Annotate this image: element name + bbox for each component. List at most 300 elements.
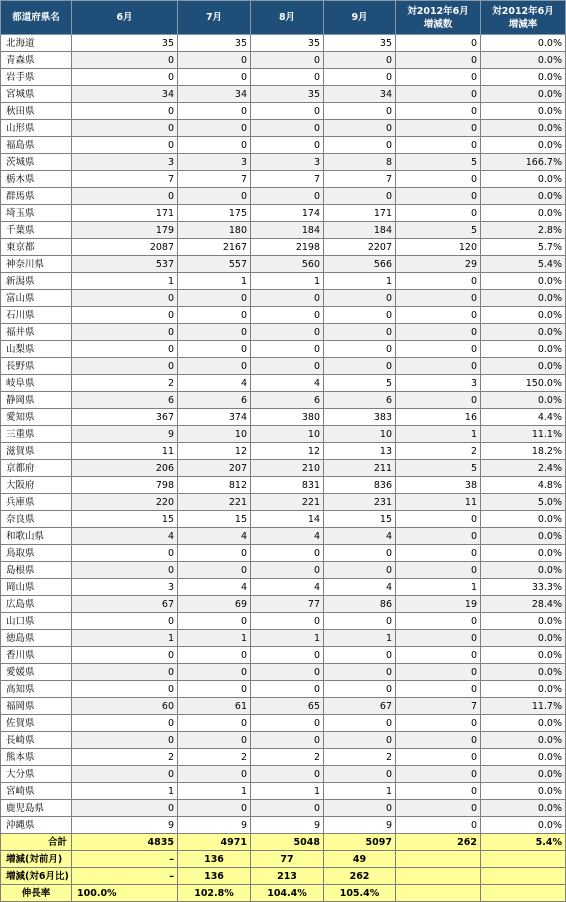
table-cell: 0 (72, 52, 178, 69)
table-cell: 0 (72, 188, 178, 205)
table-cell: 0 (396, 307, 481, 324)
table-cell: 0 (72, 664, 178, 681)
table-cell: 0 (396, 358, 481, 375)
table-cell: 0.0% (481, 817, 566, 834)
table-cell: 0 (324, 324, 396, 341)
table-cell: 0 (251, 120, 324, 137)
table-cell: 0 (396, 715, 481, 732)
table-cell: 2167 (178, 239, 251, 256)
table-row (1, 205, 566, 222)
table-row (1, 239, 566, 256)
table-cell: 0 (396, 783, 481, 800)
table-cell: 0.0% (481, 392, 566, 409)
table-cell: 35 (178, 35, 251, 52)
table-row (1, 783, 566, 800)
table-cell: 0 (72, 69, 178, 86)
table-cell: 0 (324, 766, 396, 783)
table-cell: 1 (251, 630, 324, 647)
table-cell: 7 (72, 171, 178, 188)
table-cell: 0 (324, 341, 396, 358)
table-cell: 0 (251, 681, 324, 698)
table-cell: 4 (251, 528, 324, 545)
table-row (1, 290, 566, 307)
table-cell: 0 (324, 307, 396, 324)
table-cell: 0 (396, 800, 481, 817)
table-cell: 5 (396, 460, 481, 477)
table-cell: 831 (251, 477, 324, 494)
table-cell: 0 (396, 171, 481, 188)
table-row (1, 52, 566, 69)
table-cell: 0 (72, 358, 178, 375)
growth-july: 102.8% (178, 885, 251, 902)
table-cell: 0 (72, 545, 178, 562)
table-cell: 1 (396, 579, 481, 596)
prefecture-name: 香川県 (1, 647, 72, 664)
prefecture-name: 沖縄県 (1, 817, 72, 834)
table-cell: 0 (178, 188, 251, 205)
table-cell: 380 (251, 409, 324, 426)
table-cell: 0 (72, 800, 178, 817)
table-cell: 0.0% (481, 647, 566, 664)
prefecture-name: 石川県 (1, 307, 72, 324)
table-cell: 0.0% (481, 307, 566, 324)
table-cell: 0 (251, 358, 324, 375)
table-cell: 537 (72, 256, 178, 273)
table-cell: 86 (324, 596, 396, 613)
vsjune-label: 増減(対6月比) (1, 868, 72, 885)
table-cell: 0 (72, 341, 178, 358)
table-cell: 3 (72, 154, 178, 171)
table-cell: 38 (396, 477, 481, 494)
table-cell: 0.0% (481, 52, 566, 69)
prefecture-name: 長野県 (1, 358, 72, 375)
table-cell: 0 (251, 103, 324, 120)
table-cell: 0.0% (481, 341, 566, 358)
table-cell: 6 (324, 392, 396, 409)
table-cell: 0 (396, 324, 481, 341)
table-row (1, 698, 566, 715)
table-cell: 35 (324, 35, 396, 52)
table-cell: 0 (251, 324, 324, 341)
table-cell: 0 (324, 358, 396, 375)
table-cell: 0 (324, 681, 396, 698)
prefecture-name: 福井県 (1, 324, 72, 341)
prefecture-name: 富山県 (1, 290, 72, 307)
table-cell: 175 (178, 205, 251, 222)
prefecture-name: 千葉県 (1, 222, 72, 239)
prefecture-name: 新潟県 (1, 273, 72, 290)
prefecture-name: 山梨県 (1, 341, 72, 358)
table-cell: 0 (324, 103, 396, 120)
header-july: 7月 (178, 1, 251, 35)
table-cell: 0 (396, 69, 481, 86)
table-body (1, 35, 566, 834)
table-cell: 0 (178, 732, 251, 749)
table-cell: 180 (178, 222, 251, 239)
table-cell: 2207 (324, 239, 396, 256)
table-row (1, 358, 566, 375)
growth-empty-2 (481, 885, 566, 902)
table-cell: 0 (178, 664, 251, 681)
prefecture-name: 岡山県 (1, 579, 72, 596)
prefecture-name: 長崎県 (1, 732, 72, 749)
table-cell: 5.7% (481, 239, 566, 256)
table-cell: 0 (396, 681, 481, 698)
total-june: 4835 (72, 834, 178, 851)
table-cell: 0 (251, 647, 324, 664)
table-cell: 0 (178, 103, 251, 120)
table-cell: 0 (396, 103, 481, 120)
table-cell: 0.0% (481, 69, 566, 86)
growth-june: 100.0% (72, 885, 178, 902)
table-cell: 0 (396, 392, 481, 409)
mom-july: 136 (178, 851, 251, 868)
table-row (1, 460, 566, 477)
table-cell: 1 (324, 783, 396, 800)
table-cell: 179 (72, 222, 178, 239)
prefecture-name: 広島県 (1, 596, 72, 613)
table-cell: 0 (251, 613, 324, 630)
table-row (1, 222, 566, 239)
table-cell: 0 (396, 35, 481, 52)
table-cell: 0 (72, 120, 178, 137)
table-cell: 4 (178, 579, 251, 596)
table-cell: 0 (396, 205, 481, 222)
table-cell: 0.0% (481, 681, 566, 698)
vsjune-row (1, 868, 566, 885)
table-cell: 4 (72, 528, 178, 545)
vsjune-september: 262 (324, 868, 396, 885)
table-cell: 10 (178, 426, 251, 443)
table-cell: 0 (251, 800, 324, 817)
table-cell: 0 (396, 647, 481, 664)
table-cell: 0 (178, 647, 251, 664)
table-cell: 2 (72, 375, 178, 392)
prefecture-name: 佐賀県 (1, 715, 72, 732)
table-cell: 15 (72, 511, 178, 528)
table-cell: 60 (72, 698, 178, 715)
table-cell: 0 (396, 613, 481, 630)
table-cell: 0 (72, 766, 178, 783)
header-june: 6月 (72, 1, 178, 35)
table-cell: 0.0% (481, 120, 566, 137)
table-cell: 210 (251, 460, 324, 477)
table-cell: 3 (396, 375, 481, 392)
table-cell: 0 (251, 137, 324, 154)
table-cell: 0 (178, 307, 251, 324)
table-cell: 0.0% (481, 273, 566, 290)
table-cell: 0 (396, 86, 481, 103)
table-cell: 0 (324, 137, 396, 154)
prefecture-name: 宮崎県 (1, 783, 72, 800)
vsjune-july: 136 (178, 868, 251, 885)
table-cell: 0.0% (481, 188, 566, 205)
prefecture-name: 神奈川県 (1, 256, 72, 273)
table-cell: 4 (324, 579, 396, 596)
mom-empty-1 (396, 851, 481, 868)
table-cell: 0 (72, 137, 178, 154)
table-row (1, 681, 566, 698)
table-cell: 9 (72, 817, 178, 834)
table-cell: 19 (396, 596, 481, 613)
mom-june: – (72, 851, 178, 868)
prefecture-name: 鳥取県 (1, 545, 72, 562)
table-cell: 12 (251, 443, 324, 460)
table-cell: 0.0% (481, 86, 566, 103)
table-cell: 184 (324, 222, 396, 239)
table-cell: 0 (178, 715, 251, 732)
table-row (1, 392, 566, 409)
table-cell: 0 (178, 766, 251, 783)
table-cell: 0 (72, 290, 178, 307)
table-cell: 77 (251, 596, 324, 613)
table-cell: 61 (178, 698, 251, 715)
table-row (1, 732, 566, 749)
table-cell: 3 (178, 154, 251, 171)
table-cell: 0 (324, 188, 396, 205)
table-cell: 798 (72, 477, 178, 494)
table-cell: 1 (324, 630, 396, 647)
table-cell: 18.2% (481, 443, 566, 460)
table-cell: 10 (324, 426, 396, 443)
table-row (1, 103, 566, 120)
header-change-count: 対2012年6月 増減数 (396, 1, 481, 35)
mom-label: 増減(対前月) (1, 851, 72, 868)
table-row (1, 715, 566, 732)
prefecture-name: 鹿児島県 (1, 800, 72, 817)
table-cell: 0 (251, 664, 324, 681)
table-row (1, 69, 566, 86)
table-cell: 566 (324, 256, 396, 273)
table-row (1, 579, 566, 596)
table-cell: 0 (178, 800, 251, 817)
table-cell: 67 (324, 698, 396, 715)
table-cell: 836 (324, 477, 396, 494)
table-row (1, 324, 566, 341)
growth-empty-1 (396, 885, 481, 902)
table-cell: 0 (396, 273, 481, 290)
prefecture-name: 岩手県 (1, 69, 72, 86)
table-cell: 0 (396, 766, 481, 783)
table-cell: 4 (251, 579, 324, 596)
total-label: 合計 (1, 834, 72, 851)
mom-august: 77 (251, 851, 324, 868)
table-row (1, 171, 566, 188)
table-cell: 0.0% (481, 715, 566, 732)
table-cell: 11.1% (481, 426, 566, 443)
table-cell: 0.0% (481, 783, 566, 800)
mom-row (1, 851, 566, 868)
table-cell: 0 (396, 545, 481, 562)
table-cell: 9 (178, 817, 251, 834)
table-cell: 1 (178, 630, 251, 647)
prefecture-name: 和歌山県 (1, 528, 72, 545)
table-cell: 11 (396, 494, 481, 511)
prefecture-name: 埼玉県 (1, 205, 72, 222)
table-cell: 166.7% (481, 154, 566, 171)
table-cell: 812 (178, 477, 251, 494)
growth-august: 104.4% (251, 885, 324, 902)
table-cell: 0 (396, 511, 481, 528)
table-cell: 0 (251, 188, 324, 205)
table-cell: 0 (178, 290, 251, 307)
table-cell: 35 (251, 86, 324, 103)
prefecture-name: 奈良県 (1, 511, 72, 528)
table-cell: 29 (396, 256, 481, 273)
table-cell: 0 (178, 69, 251, 86)
table-cell: 0 (72, 715, 178, 732)
table-row (1, 528, 566, 545)
prefecture-name: 愛媛県 (1, 664, 72, 681)
table-cell: 0 (324, 69, 396, 86)
table-cell: 1 (251, 273, 324, 290)
table-cell: 0.0% (481, 749, 566, 766)
table-cell: 221 (251, 494, 324, 511)
table-row (1, 766, 566, 783)
table-cell: 2198 (251, 239, 324, 256)
table-cell: 0 (251, 69, 324, 86)
table-row (1, 494, 566, 511)
table-cell: 557 (178, 256, 251, 273)
table-cell: 0 (324, 664, 396, 681)
table-row (1, 596, 566, 613)
table-cell: 35 (72, 35, 178, 52)
table-cell: 374 (178, 409, 251, 426)
total-row (1, 834, 566, 851)
table-cell: 2 (178, 749, 251, 766)
table-row (1, 647, 566, 664)
table-cell: 0.0% (481, 800, 566, 817)
table-cell: 0.0% (481, 358, 566, 375)
header-august: 8月 (251, 1, 324, 35)
table-cell: 9 (324, 817, 396, 834)
table-cell: 0.0% (481, 35, 566, 52)
table-row (1, 35, 566, 52)
table-cell: 367 (72, 409, 178, 426)
table-cell: 34 (72, 86, 178, 103)
table-row (1, 511, 566, 528)
table-cell: 184 (251, 222, 324, 239)
table-cell: 383 (324, 409, 396, 426)
total-change-count: 262 (396, 834, 481, 851)
growth-september: 105.4% (324, 885, 396, 902)
table-cell: 33.3% (481, 579, 566, 596)
table-cell: 0 (396, 52, 481, 69)
table-cell: 35 (251, 35, 324, 52)
prefecture-name: 静岡県 (1, 392, 72, 409)
table-cell: 9 (72, 426, 178, 443)
table-cell: 207 (178, 460, 251, 477)
table-cell: 0 (324, 545, 396, 562)
header-row (1, 1, 566, 35)
table-cell: 0 (324, 800, 396, 817)
table-cell: 1 (251, 783, 324, 800)
table-cell: 3 (72, 579, 178, 596)
table-cell: 0 (396, 137, 481, 154)
table-row (1, 273, 566, 290)
mom-empty-2 (481, 851, 566, 868)
table-cell: 0 (72, 562, 178, 579)
table-cell: 6 (178, 392, 251, 409)
table-cell: 9 (251, 817, 324, 834)
table-cell: 34 (178, 86, 251, 103)
table-cell: 211 (324, 460, 396, 477)
table-cell: 150.0% (481, 375, 566, 392)
table-cell: 1 (72, 783, 178, 800)
table-cell: 5.0% (481, 494, 566, 511)
table-cell: 0 (396, 188, 481, 205)
table-cell: 0 (396, 664, 481, 681)
table-cell: 4 (324, 528, 396, 545)
table-row (1, 256, 566, 273)
total-september: 5097 (324, 834, 396, 851)
table-cell: 0 (324, 562, 396, 579)
table-cell: 14 (251, 511, 324, 528)
table-cell: 10 (251, 426, 324, 443)
prefecture-name: 徳島県 (1, 630, 72, 647)
table-cell: 0 (324, 715, 396, 732)
table-row (1, 613, 566, 630)
table-cell: 2 (396, 443, 481, 460)
prefecture-name: 滋賀県 (1, 443, 72, 460)
table-row (1, 188, 566, 205)
table-row (1, 443, 566, 460)
table-cell: 0 (178, 613, 251, 630)
prefecture-name: 大阪府 (1, 477, 72, 494)
table-cell: 2 (324, 749, 396, 766)
prefecture-name: 東京都 (1, 239, 72, 256)
table-cell: 0 (324, 732, 396, 749)
table-row (1, 562, 566, 579)
table-cell: 231 (324, 494, 396, 511)
table-cell: 5 (324, 375, 396, 392)
table-cell: 0 (251, 52, 324, 69)
table-cell: 2 (251, 749, 324, 766)
vsjune-june: – (72, 868, 178, 885)
table-row (1, 375, 566, 392)
table-cell: 15 (178, 511, 251, 528)
table-cell: 560 (251, 256, 324, 273)
table-cell: 12 (178, 443, 251, 460)
table-cell: 221 (178, 494, 251, 511)
table-row (1, 630, 566, 647)
table-cell: 0.0% (481, 766, 566, 783)
table-cell: 0 (178, 52, 251, 69)
header-september: 9月 (324, 1, 396, 35)
total-august: 5048 (251, 834, 324, 851)
prefecture-name: 宮城県 (1, 86, 72, 103)
table-cell: 0.0% (481, 511, 566, 528)
table-cell: 0 (178, 545, 251, 562)
table-cell: 0.0% (481, 205, 566, 222)
table-row (1, 120, 566, 137)
table-row (1, 749, 566, 766)
prefecture-name: 北海道 (1, 35, 72, 52)
prefecture-name: 熊本県 (1, 749, 72, 766)
table-cell: 15 (324, 511, 396, 528)
table-cell: 0 (251, 766, 324, 783)
prefecture-name: 京都府 (1, 460, 72, 477)
table-cell: 0 (178, 120, 251, 137)
table-cell: 28.4% (481, 596, 566, 613)
growth-label: 伸長率 (1, 885, 72, 902)
table-row (1, 307, 566, 324)
table-cell: 1 (178, 273, 251, 290)
table-cell: 0 (72, 103, 178, 120)
prefecture-name: 青森県 (1, 52, 72, 69)
table-cell: 0 (396, 290, 481, 307)
table-cell: 0.0% (481, 630, 566, 647)
